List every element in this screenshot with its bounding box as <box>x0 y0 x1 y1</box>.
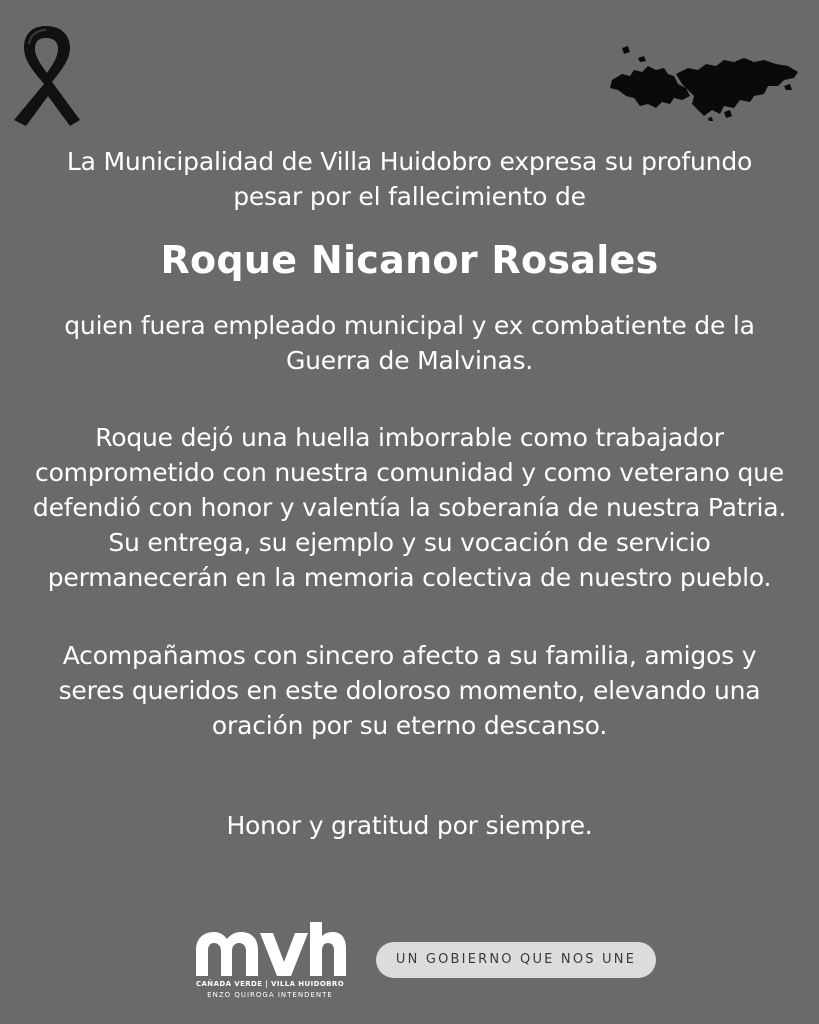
intro-line: La Municipalidad de Villa Huidobro expresa su profundo <box>66 147 753 176</box>
tribute-paragraph <box>0 420 819 595</box>
mourning-ribbon-icon <box>10 22 82 128</box>
malvinas-islands-icon <box>604 40 804 122</box>
condolence-paragraph <box>0 638 819 743</box>
logo-subtitle: ENZO QUIROGA INTENDENTE <box>207 991 333 999</box>
tribute-line: permanecerán en la memoria colectiva de nuestro pueblo. <box>47 563 772 592</box>
intro-text <box>0 144 819 214</box>
municipality-logo <box>192 920 348 1002</box>
deceased-name: Roque Nicanor Rosales <box>160 238 659 282</box>
role-line: quien fuera empleado municipal y ex combatiente de la <box>64 311 755 340</box>
slogan-badge: UN GOBIERNO QUE NOS UNE <box>376 942 656 978</box>
closing-text: Honor y gratitud por siempre. <box>226 811 593 840</box>
role-text <box>0 308 819 378</box>
condolence-line: oración por su eterno descanso. <box>211 711 608 740</box>
logo-tagline: CAÑADA VERDE | VILLA HUIDOBRO <box>195 980 345 988</box>
condolence-line: seres queridos en este doloroso momento, elevando una <box>58 676 761 705</box>
role-line: Guerra de Malvinas. <box>285 346 534 375</box>
condolence-line: Acompañamos con sincero afecto a su familia, amigos y <box>62 641 757 670</box>
tribute-line: defendió con honor y valentía la soberanía de nuestra Patria. <box>32 493 787 522</box>
tribute-line: Roque dejó una huella imborrable como trabajador <box>95 423 724 452</box>
tribute-line: Su entrega, su ejemplo y su vocación de servicio <box>108 528 711 557</box>
tribute-line: comprometido con nuestra comunidad y como veterano que <box>35 458 784 487</box>
intro-line: pesar por el fallecimiento de <box>233 182 586 211</box>
mvh-logo-mark <box>194 920 346 978</box>
